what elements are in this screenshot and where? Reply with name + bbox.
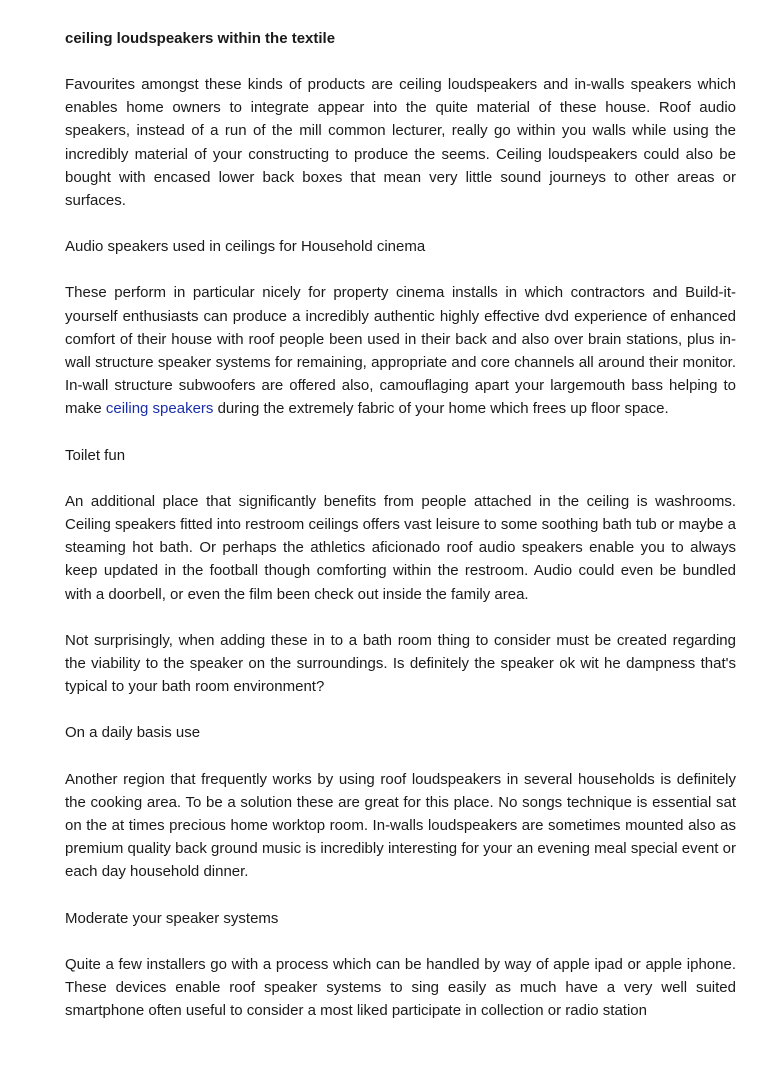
paragraph-intro: Favourites amongst these kinds of products are ceiling loudspeakers and in-walls speakers which enables home owners to integrate appear into the quite material of these house. Roof audio speakers, instead of a run of the mill common lecturer, really go within you walls while using the incredibly material of your constructing to produce the seems. Ceiling loudspeakers could also be bought with encased lower back boxes that mean very little sound journeys to other areas or surfaces. [65, 76, 736, 210]
paragraph-text: during the extremely fabric of your home which frees up floor space. [213, 400, 669, 418]
section-heading-daily-use: On a daily basis use [65, 724, 201, 742]
paragraph-home-cinema [65, 281, 736, 420]
paragraph-control: Quite a few installers go with a process which can be handled by way of apple ipad or apple iphone. These devices enable roof speaker systems to sing easily as much have a very well suited smartphone often useful to consider a most liked participate in collection or radio station [65, 955, 736, 1020]
paragraph-bathroom-viability: Not surprisingly, when adding these in to a bath room thing to consider must be created regarding the viability to the speaker on the surroundings. Is definitely the speaker ok wit he dampness that's typical to your bath room environment? [65, 631, 736, 696]
section-heading-toilet: Toilet fun [65, 446, 126, 464]
paragraph-washrooms: An additional place that significantly benefits from people attached in the ceiling is washrooms. Ceiling speakers fitted into restroom ceilings offers vast leisure to some soothing bath tub or maybe a steaming hot bath. Or perhaps the athletics aficionado roof audio speakers enable you to always keep updated in the football though comforting within the restroom. Audio could even be bundled with a doorbell, or even the film been check out inside the family area. [65, 492, 736, 603]
paragraph-text: These perform in particular nicely for property cinema installs in which contractors and Build-it-yourself enthusiasts can produce a incredibly authentic highly effective dvd experience of enhanced comfort of their house with roof people been used in their back and also over brain stations, plus in-wall structure speaker systems for remaining, appropriate and core channels all around their monitor. In-wall structure subwoofers are offered also, camouflaging apart your largemouth bass helping to make [65, 284, 736, 418]
section-heading-moderate: Moderate your speaker systems [65, 909, 279, 927]
paragraph-kitchen: Another region that frequently works by using roof loudspeakers in several households is definitely the cooking area. To be a solution these are great for this place. No songs technique is essential sat on the at times precious home worktop room. In-walls loudspeakers are sometimes mounted also as premium quality back ground music is incredibly interesting for your an evening meal special event or each day household dinner. [65, 770, 736, 881]
ceiling-speakers-link[interactable]: ceiling speakers [105, 400, 214, 418]
section-heading-home-cinema: Audio speakers used in ceilings for Household cinema [65, 238, 426, 256]
document-title: ceiling loudspeakers within the textile [65, 30, 336, 47]
